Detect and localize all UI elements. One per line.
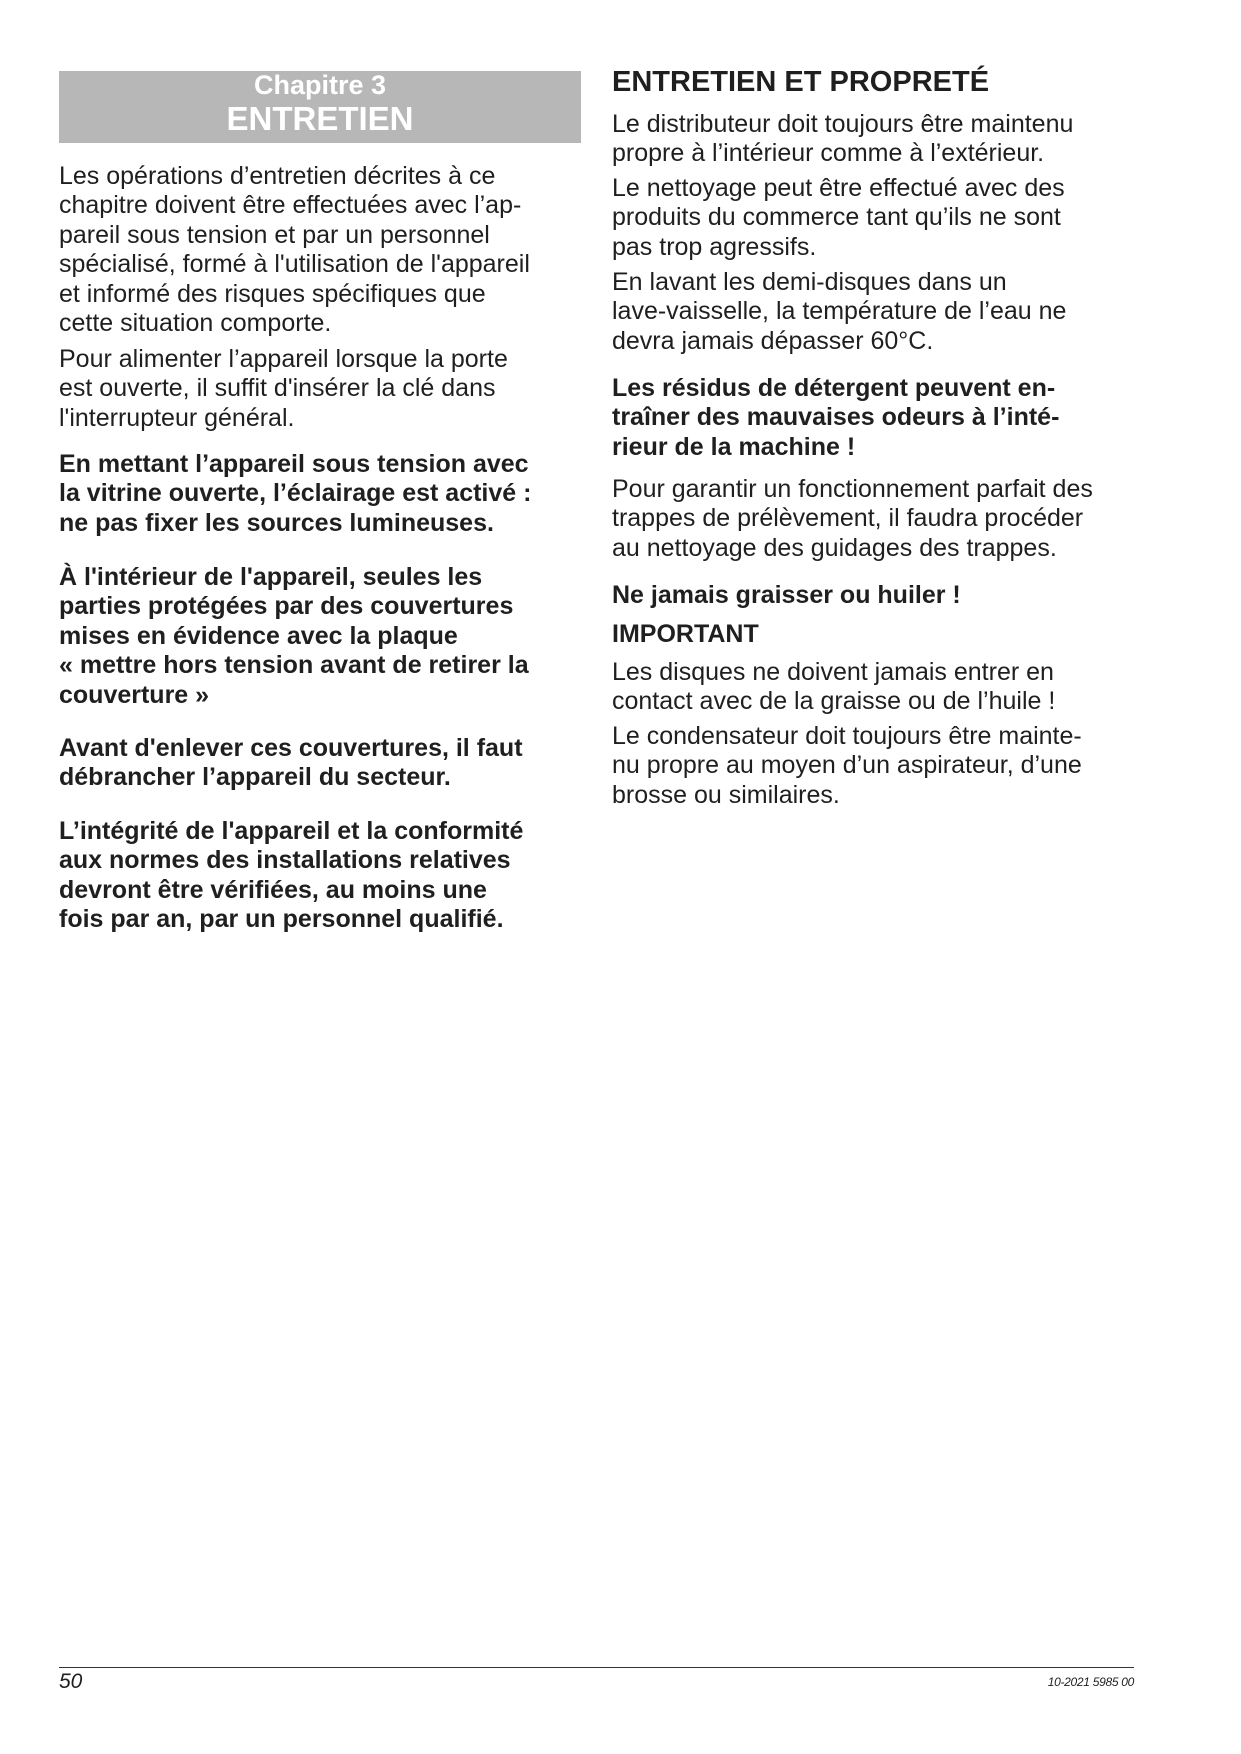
document-code: 10-2021 5985 00 xyxy=(1047,1675,1134,1689)
intro-paragraph: Les opérations d’entretien décrites à ce chapitre doivent être effectuées avec l’ap- pareil sous tension et par un personnel spécialisé, formé à l'utilisation de l'appareil et informé des risques spécifiques que cette situation comporte. xyxy=(59,162,530,338)
chapter-number: Chapitre 3 xyxy=(253,70,387,100)
products-paragraph: Le nettoyage peut être effectué avec des produits du commerce tant qu’ils ne sont pas trop agressifs. xyxy=(612,174,1065,261)
dishwasher-paragraph: En lavant les demi-disques dans un lave-vaisselle, la température de l’eau ne devra jamais dépasser 60°C. xyxy=(612,268,1067,355)
discs-paragraph: Les disques ne doivent jamais entrer en contact avec de la graisse ou de l’huile ! xyxy=(612,658,1056,716)
power-paragraph: Pour alimenter l’appareil lorsque la porte est ouverte, il suffit d'insérer la clé dans l'interrupteur général. xyxy=(59,345,508,432)
lighting-warning: En mettant l’appareil sous tension avec la vitrine ouverte, l’éclairage est activé : ne pas fixer les sources lumineuses. xyxy=(59,450,532,537)
page-number: 50 xyxy=(59,1670,83,1693)
important-label: IMPORTANT xyxy=(612,620,759,648)
footer-divider xyxy=(59,1667,1134,1668)
protected-parts-warning: À l'intérieur de l'appareil, seules les parties protégées par des couvertures mises en évidence avec la plaque « mettre hors tension avant de retirer la couverture » xyxy=(59,563,529,709)
disconnect-warning: Avant d'enlever ces couvertures, il faut débrancher l’appareil du secteur. xyxy=(59,734,523,792)
condenser-paragraph: Le condensateur doit toujours être mainte- nu propre au moyen d’un aspirateur, d’une brosse ou similaires. xyxy=(612,722,1082,809)
trapdoors-paragraph: Pour garantir un fonctionnement parfait des trappes de prélèvement, il faudra procéder au nettoyage des guidages des trappes. xyxy=(612,475,1093,562)
section-heading: ENTRETIEN ET PROPRETÉ xyxy=(612,66,990,98)
integrity-warning: L’intégrité de l'appareil et la conformité aux normes des installations relatives devront être vérifiées, au moins une fois par an, par un personnel qualifié. xyxy=(59,817,524,934)
chapter-banner xyxy=(59,71,581,143)
no-grease-warning: Ne jamais graisser ou huiler ! xyxy=(612,581,961,609)
detergent-warning: Les résidus de détergent peuvent en- traîner des mauvaises odeurs à l’inté- rieur de la machine ! xyxy=(612,374,1060,461)
chapter-title: ENTRETIEN xyxy=(226,100,414,137)
clean-paragraph: Le distributeur doit toujours être maintenu propre à l’intérieur comme à l’extérieur. xyxy=(612,110,1074,168)
